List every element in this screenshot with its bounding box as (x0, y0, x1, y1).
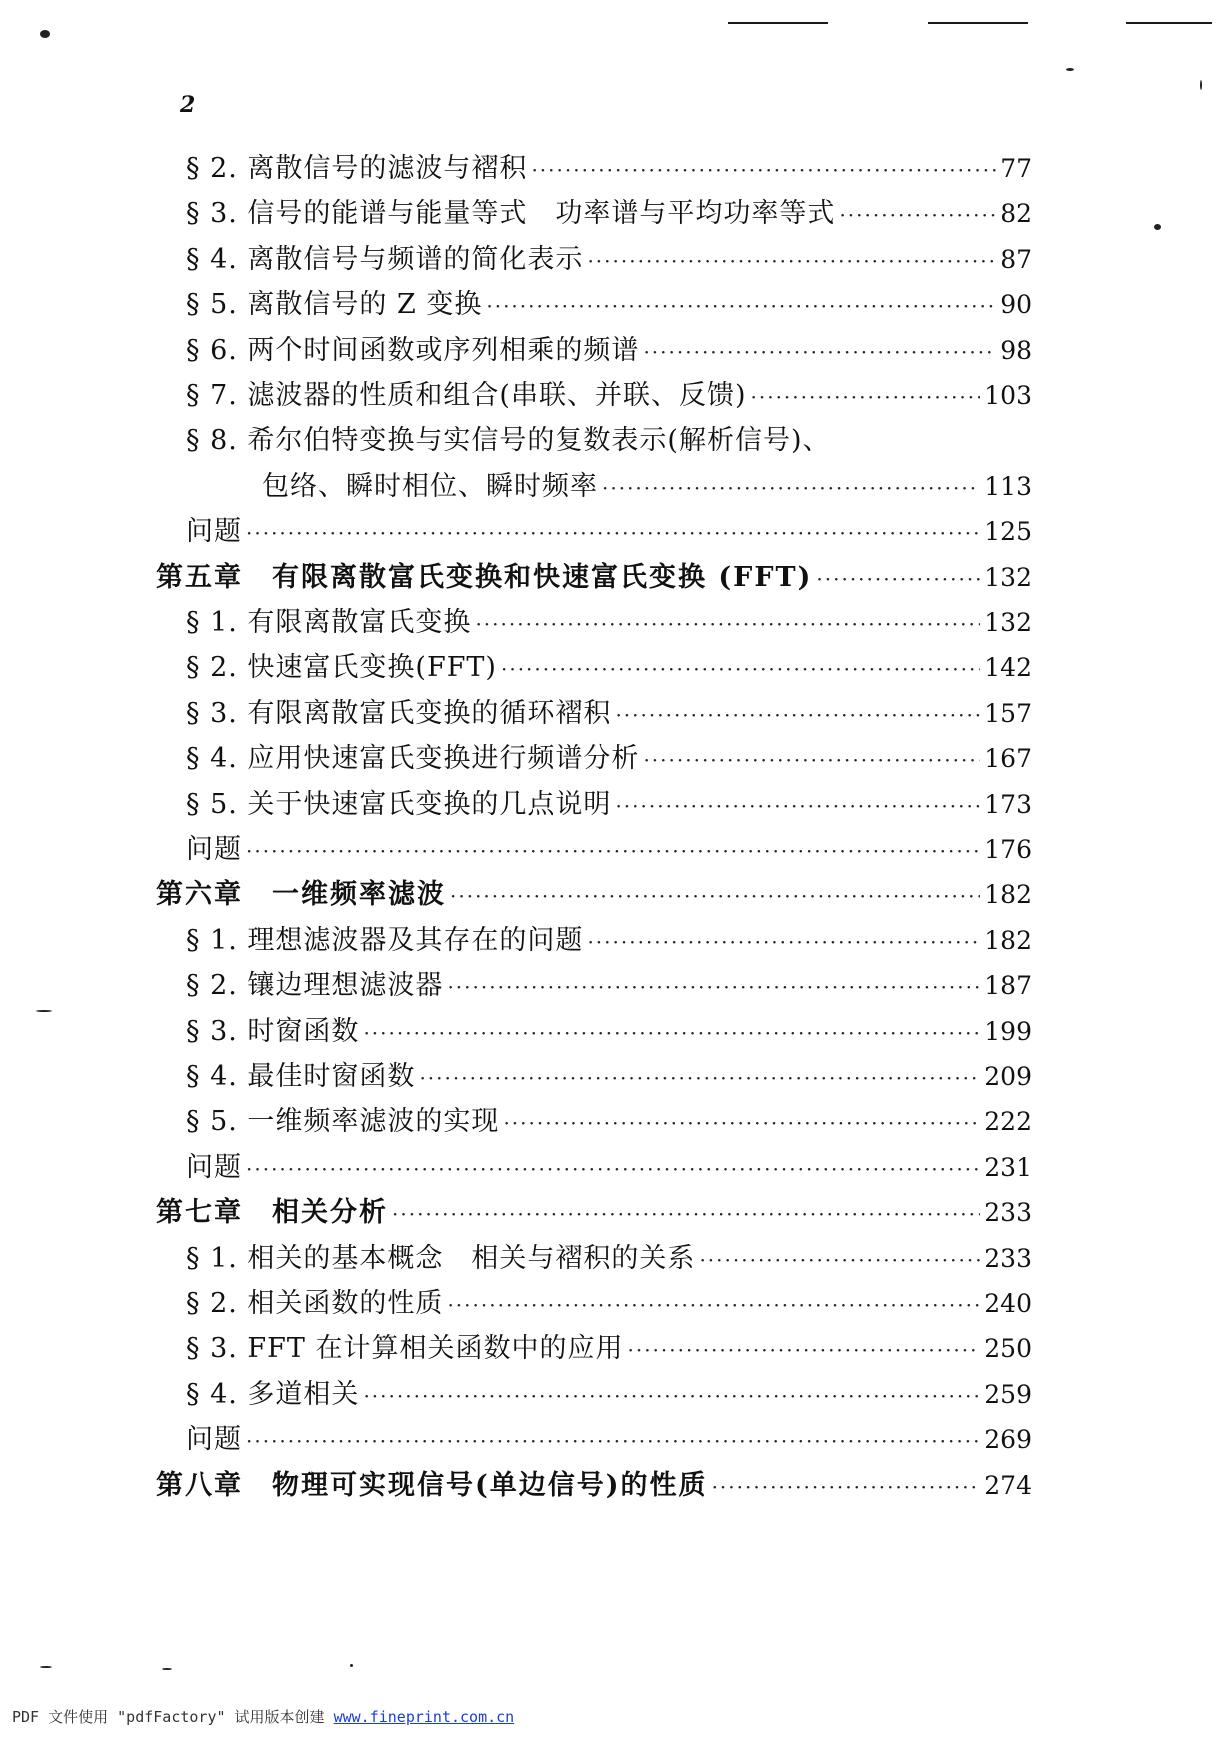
toc-leader-dots (712, 1475, 981, 1499)
toc-leader-dots (246, 1157, 980, 1181)
toc-entry-label: § 2. 快速富氏变换(FFT) (186, 652, 497, 684)
toc-chapter-row[interactable] (156, 555, 1032, 595)
toc-leader-dots (450, 884, 980, 908)
toc-page-number: 173 (984, 789, 1032, 819)
toc-page-number: 182 (984, 880, 1032, 910)
toc-leader-dots (475, 612, 980, 636)
toc-leader-dots (839, 203, 996, 227)
scan-artifact-line (728, 22, 828, 24)
toc-page-number: 87 (1000, 244, 1032, 274)
toc-entry-label: § 1. 理想滤波器及其存在的问题 (186, 924, 584, 956)
toc-page-number: 103 (984, 381, 1032, 410)
footer-text: PDF 文件使用 "pdfFactory" 试用版本创建 (12, 1708, 325, 1726)
toc-page-number: 82 (1000, 199, 1032, 229)
toc-leader-dots (447, 1293, 980, 1317)
toc-leader-dots (503, 1111, 980, 1135)
scan-speck (36, 1010, 52, 1012)
toc-entry-label: § 3. 时窗函数 (186, 1015, 360, 1047)
toc-problems-row[interactable] (186, 827, 1032, 867)
toc-section-row[interactable] (186, 328, 1032, 368)
toc-leader-dots (246, 1429, 980, 1453)
toc-section-row[interactable] (262, 464, 1032, 504)
pdf-footer (12, 1706, 514, 1727)
toc-section-row[interactable] (186, 1009, 1032, 1049)
toc-leader-dots (246, 839, 980, 863)
toc-page-number: 132 (984, 562, 1032, 592)
toc-entry-label: § 2. 相关函数的性质 (186, 1288, 444, 1319)
toc-section-row[interactable] (186, 1054, 1032, 1094)
toc-page-number: 250 (984, 1334, 1032, 1364)
toc-leader-dots (602, 476, 980, 500)
toc-leader-dots (486, 294, 996, 318)
toc-entry-label: § 2. 镶边理想滤波器 (186, 970, 444, 1002)
toc-leader-dots (751, 385, 981, 409)
toc-entry-label: 问题 (186, 516, 242, 548)
toc-leader-dots (363, 1021, 980, 1045)
toc-section-row[interactable] (186, 1326, 1032, 1366)
toc-leader-dots (501, 657, 980, 681)
toc-entry-label: 问题 (186, 834, 242, 865)
scan-artifact-line (928, 22, 1028, 24)
toc-section-row[interactable] (186, 1236, 1032, 1276)
scan-speck (1066, 68, 1074, 71)
toc-entry-label: § 4. 离散信号与频谱的简化表示 (186, 243, 584, 275)
toc-page-number: 176 (984, 835, 1032, 864)
toc-section-row[interactable] (186, 600, 1032, 640)
toc-leader-dots (643, 340, 996, 364)
toc-section-row[interactable] (186, 1099, 1032, 1139)
toc-chapter-row[interactable] (156, 872, 1032, 912)
toc-leader-dots (363, 1384, 980, 1408)
toc-leader-dots (419, 1066, 980, 1090)
toc-page-number: 274 (984, 1470, 1032, 1500)
scan-speck (1200, 80, 1202, 90)
scan-speck (40, 30, 50, 38)
toc-entry-label: § 1. 有限离散富氏变换 (186, 607, 472, 638)
toc-leader-dots (615, 794, 980, 818)
toc-leader-dots (447, 975, 980, 999)
toc-leader-dots (587, 930, 980, 954)
toc-problems-row[interactable] (186, 1417, 1032, 1457)
scan-speck (40, 1666, 52, 1668)
toc-page-number: 167 (984, 744, 1032, 774)
toc-section-row[interactable] (186, 418, 1032, 458)
toc-page-number: 125 (984, 517, 1032, 547)
toc-leader-dots (627, 1338, 980, 1362)
scan-speck (1154, 224, 1161, 230)
toc-entry-label: § 7. 滤波器的性质和组合(串联、并联、反馈) (186, 380, 747, 411)
toc-leader-dots (246, 521, 980, 545)
footer-link[interactable]: www.fineprint.com.cn (333, 1708, 515, 1726)
toc-page-number: 233 (984, 1243, 1032, 1273)
toc-entry-label: § 4. 多道相关 (186, 1378, 360, 1410)
toc-section-row[interactable] (186, 963, 1032, 1003)
toc-page-number: 269 (984, 1425, 1032, 1455)
toc-entry-label: § 5. 关于快速富氏变换的几点说明 (186, 788, 612, 820)
toc-page-number: 98 (1000, 335, 1032, 365)
toc-page-number: 209 (984, 1062, 1032, 1091)
scan-speck (350, 1664, 353, 1667)
toc-page-number: 240 (984, 1289, 1032, 1318)
toc-problems-row[interactable] (186, 1145, 1032, 1185)
toc-entry-label: § 6. 两个时间函数或序列相乘的频谱 (186, 334, 640, 366)
toc-entry-label: § 1. 相关的基本概念 相关与褶积的关系 (186, 1242, 696, 1274)
scan-speck (162, 1668, 172, 1670)
toc-section-row[interactable] (186, 191, 1032, 231)
toc-page-number: 231 (984, 1152, 1032, 1182)
toc-section-row[interactable] (186, 782, 1032, 822)
toc-section-row[interactable] (186, 237, 1032, 277)
toc-entry-label: § 3. FFT 在计算相关函数中的应用 (186, 1333, 624, 1365)
toc-entry-label: § 8. 希尔伯特变换与实信号的复数表示(解析信号)、 (186, 425, 831, 457)
toc-entry-label: § 3. 信号的能谱与能量等式 功率谱与平均功率等式 (186, 198, 836, 230)
toc-entry-label: 第七章 相关分析 (156, 1197, 388, 1229)
toc-entry-label: 包络、瞬时相位、瞬时频率 (262, 470, 598, 502)
toc-entry-label: § 3. 有限离散富氏变换的循环褶积 (186, 697, 612, 729)
toc-leader-dots (816, 567, 980, 591)
toc-entry-label: 第五章 有限离散富氏变换和快速富氏变换 (FFT) (156, 561, 813, 593)
toc-section-row[interactable] (186, 691, 1032, 731)
toc-chapter-row[interactable] (156, 1190, 1032, 1230)
toc-section-row[interactable] (186, 373, 1032, 413)
toc-page-number: 157 (984, 698, 1032, 728)
toc-page-number: 233 (984, 1198, 1032, 1228)
toc-entry-label: § 4. 应用快速富氏变换进行频谱分析 (186, 743, 640, 775)
toc-section-row[interactable] (186, 282, 1032, 322)
toc-page-number: 182 (984, 925, 1032, 955)
toc-section-row[interactable] (186, 1372, 1032, 1412)
toc-leader-dots (643, 748, 980, 772)
toc-page-number: 259 (984, 1379, 1032, 1409)
toc-section-row[interactable] (186, 645, 1032, 685)
toc-entry-label: 问题 (186, 1424, 242, 1456)
toc-entry-label: § 4. 最佳时窗函数 (186, 1061, 416, 1092)
toc-entry-label: 第六章 一维频率滤波 (156, 879, 446, 911)
toc-problems-row[interactable] (186, 509, 1032, 549)
toc-section-row[interactable] (186, 736, 1032, 776)
toc-page-number: 187 (984, 971, 1032, 1001)
toc-leader-dots (392, 1202, 980, 1226)
toc-page-number: 222 (984, 1107, 1032, 1137)
toc-chapter-row[interactable] (156, 1463, 1032, 1503)
toc-page-number: 90 (1000, 290, 1032, 320)
toc-page-number: 113 (984, 471, 1032, 501)
toc-leader-dots (587, 249, 996, 273)
toc-page-number: 132 (984, 608, 1032, 637)
toc-section-row[interactable] (186, 146, 1032, 186)
page-number: 2 (180, 92, 196, 118)
scan-artifact-line (1126, 22, 1212, 24)
toc-leader-dots (699, 1248, 980, 1272)
toc-page-number: 199 (984, 1016, 1032, 1046)
toc-leader-dots (615, 703, 980, 727)
toc-page-number: 77 (1000, 154, 1032, 183)
toc-entry-label: § 2. 离散信号的滤波与褶积 (186, 153, 528, 184)
toc-entry-label: § 5. 一维频率滤波的实现 (186, 1106, 500, 1138)
toc-entry-label: § 5. 离散信号的 Z 变换 (186, 289, 483, 321)
toc-entry-label: 问题 (186, 1151, 242, 1183)
toc-entry-label: 第八章 物理可实现信号(单边信号)的性质 (156, 1469, 708, 1501)
toc-page-number: 142 (984, 653, 1032, 683)
toc-section-row[interactable] (186, 918, 1032, 958)
toc-section-row[interactable] (186, 1281, 1032, 1321)
toc-leader-dots (531, 158, 996, 182)
